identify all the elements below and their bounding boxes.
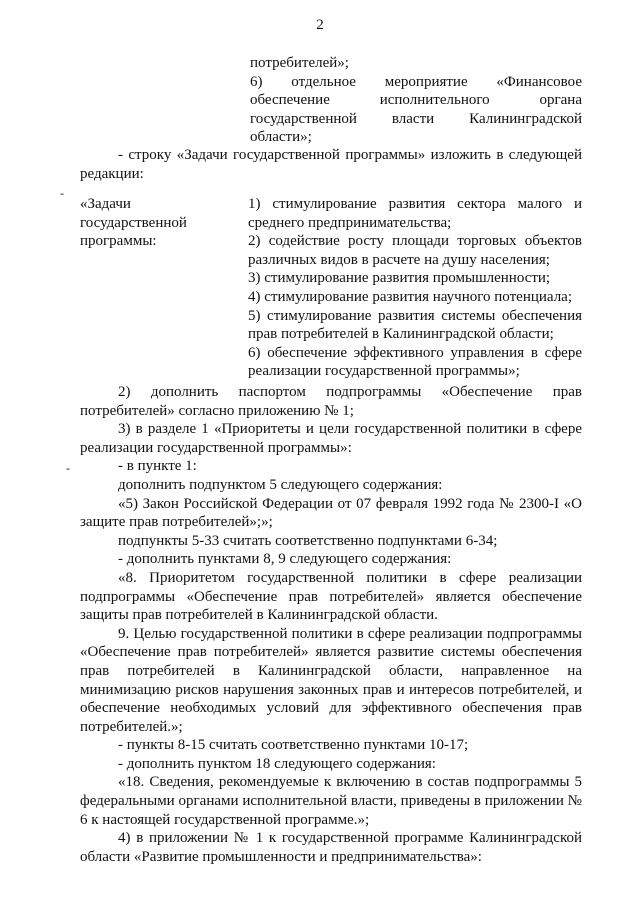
margin-mark: - [66, 461, 70, 475]
task-item: 6) обеспечение эффективного управления в сфере реализации государственной программы»; [248, 344, 582, 380]
tasks-label-line: государственной [80, 214, 187, 231]
task-item: 5) стимулирование развития системы обеспечения прав потребителей в Калининградской области; [248, 307, 582, 343]
paragraph: «8. Приоритетом государственной политики в сфере реализации подпрограммы «Обеспечение прав потребителей» является обеспечение защиты прав потребителей в Калининградской области. [80, 569, 582, 624]
instruction-line: редакции: [80, 165, 144, 182]
paragraph: - пункты 8-15 считать соответственно пунктами 10-17; [118, 737, 469, 754]
tasks-table [80, 195, 582, 381]
item-6-line: государственной власти Калининградской [250, 110, 582, 127]
task-item: 3) стимулирование развития промышленности; [248, 270, 551, 287]
tasks-label [80, 195, 248, 381]
task-item: 4) стимулирование развития научного потенциала; [248, 288, 573, 305]
instruction-tasks [80, 146, 582, 183]
continuation-block [250, 54, 582, 147]
paragraph: - дополнить пунктом 18 следующего содержания: [118, 755, 436, 772]
task-item: 1) стимулирование развития сектора малого и среднего предпринимательства; [248, 196, 582, 231]
item-6-line: обеспечение исполнительного органа [250, 92, 582, 109]
continuation-line: потребителей»; [250, 55, 349, 71]
paragraph: - дополнить пунктами 8, 9 следующего содержания: [118, 551, 452, 568]
tasks-label-line: программы: [80, 233, 157, 250]
paragraph: «5) Закон Российской Федерации от 07 февраля 1992 года № 2300-I «О защите прав потребителей»;»; [80, 495, 582, 531]
task-item: 2) содействие росту площади торговых объектов различных видов в расчете на душу населения; [248, 233, 582, 268]
page-number: 2 [316, 17, 324, 33]
paragraph: 4) в приложении № 1 к государственной программе Калининградской области «Развитие промышленности и предпринимательства»: [80, 830, 582, 865]
item-6-line: области»; [250, 129, 312, 146]
paragraph: подпункты 5-33 считать соответственно подпунктами 6-34; [118, 532, 498, 549]
paragraph: 9. Целью государственной политики в сфере реализации подпрограммы «Обеспечение прав потребителей» является развитие системы обеспечения прав потребителей в Калининградской области, направленное на минимизацию рисков нарушения законных прав и интересов потребителей, и обеспечение необходимых условий для эффективного обеспечения прав потребителей.»; [80, 625, 582, 735]
paragraph: дополнить подпунктом 5 следующего содержания: [118, 476, 443, 493]
paragraph: - в пункте 1: [118, 458, 197, 475]
tasks-label-line: «Задачи [80, 196, 131, 212]
paragraph: 3) в разделе 1 «Приоритеты и цели государственной политики в сфере реализации государственной программы»: [80, 421, 582, 456]
paragraph: 2) дополнить паспортом подпрограммы «Обеспечение прав потребителей» согласно приложению № 1; [80, 384, 582, 419]
tasks-items [248, 195, 582, 381]
amendments [80, 383, 582, 866]
item-6-line: 6) отдельное мероприятие «Финансовое [250, 73, 582, 90]
paragraph: «18. Сведения, рекомендуемые к включению в состав подпрограммы 5 федеральными органами исполнительной власти, приведены в приложении № 6 к настоящей государственной программе.»; [80, 774, 582, 828]
margin-mark: - [60, 186, 64, 200]
instruction-line: - строку «Задачи государственной программы» изложить в следующей [118, 147, 582, 163]
